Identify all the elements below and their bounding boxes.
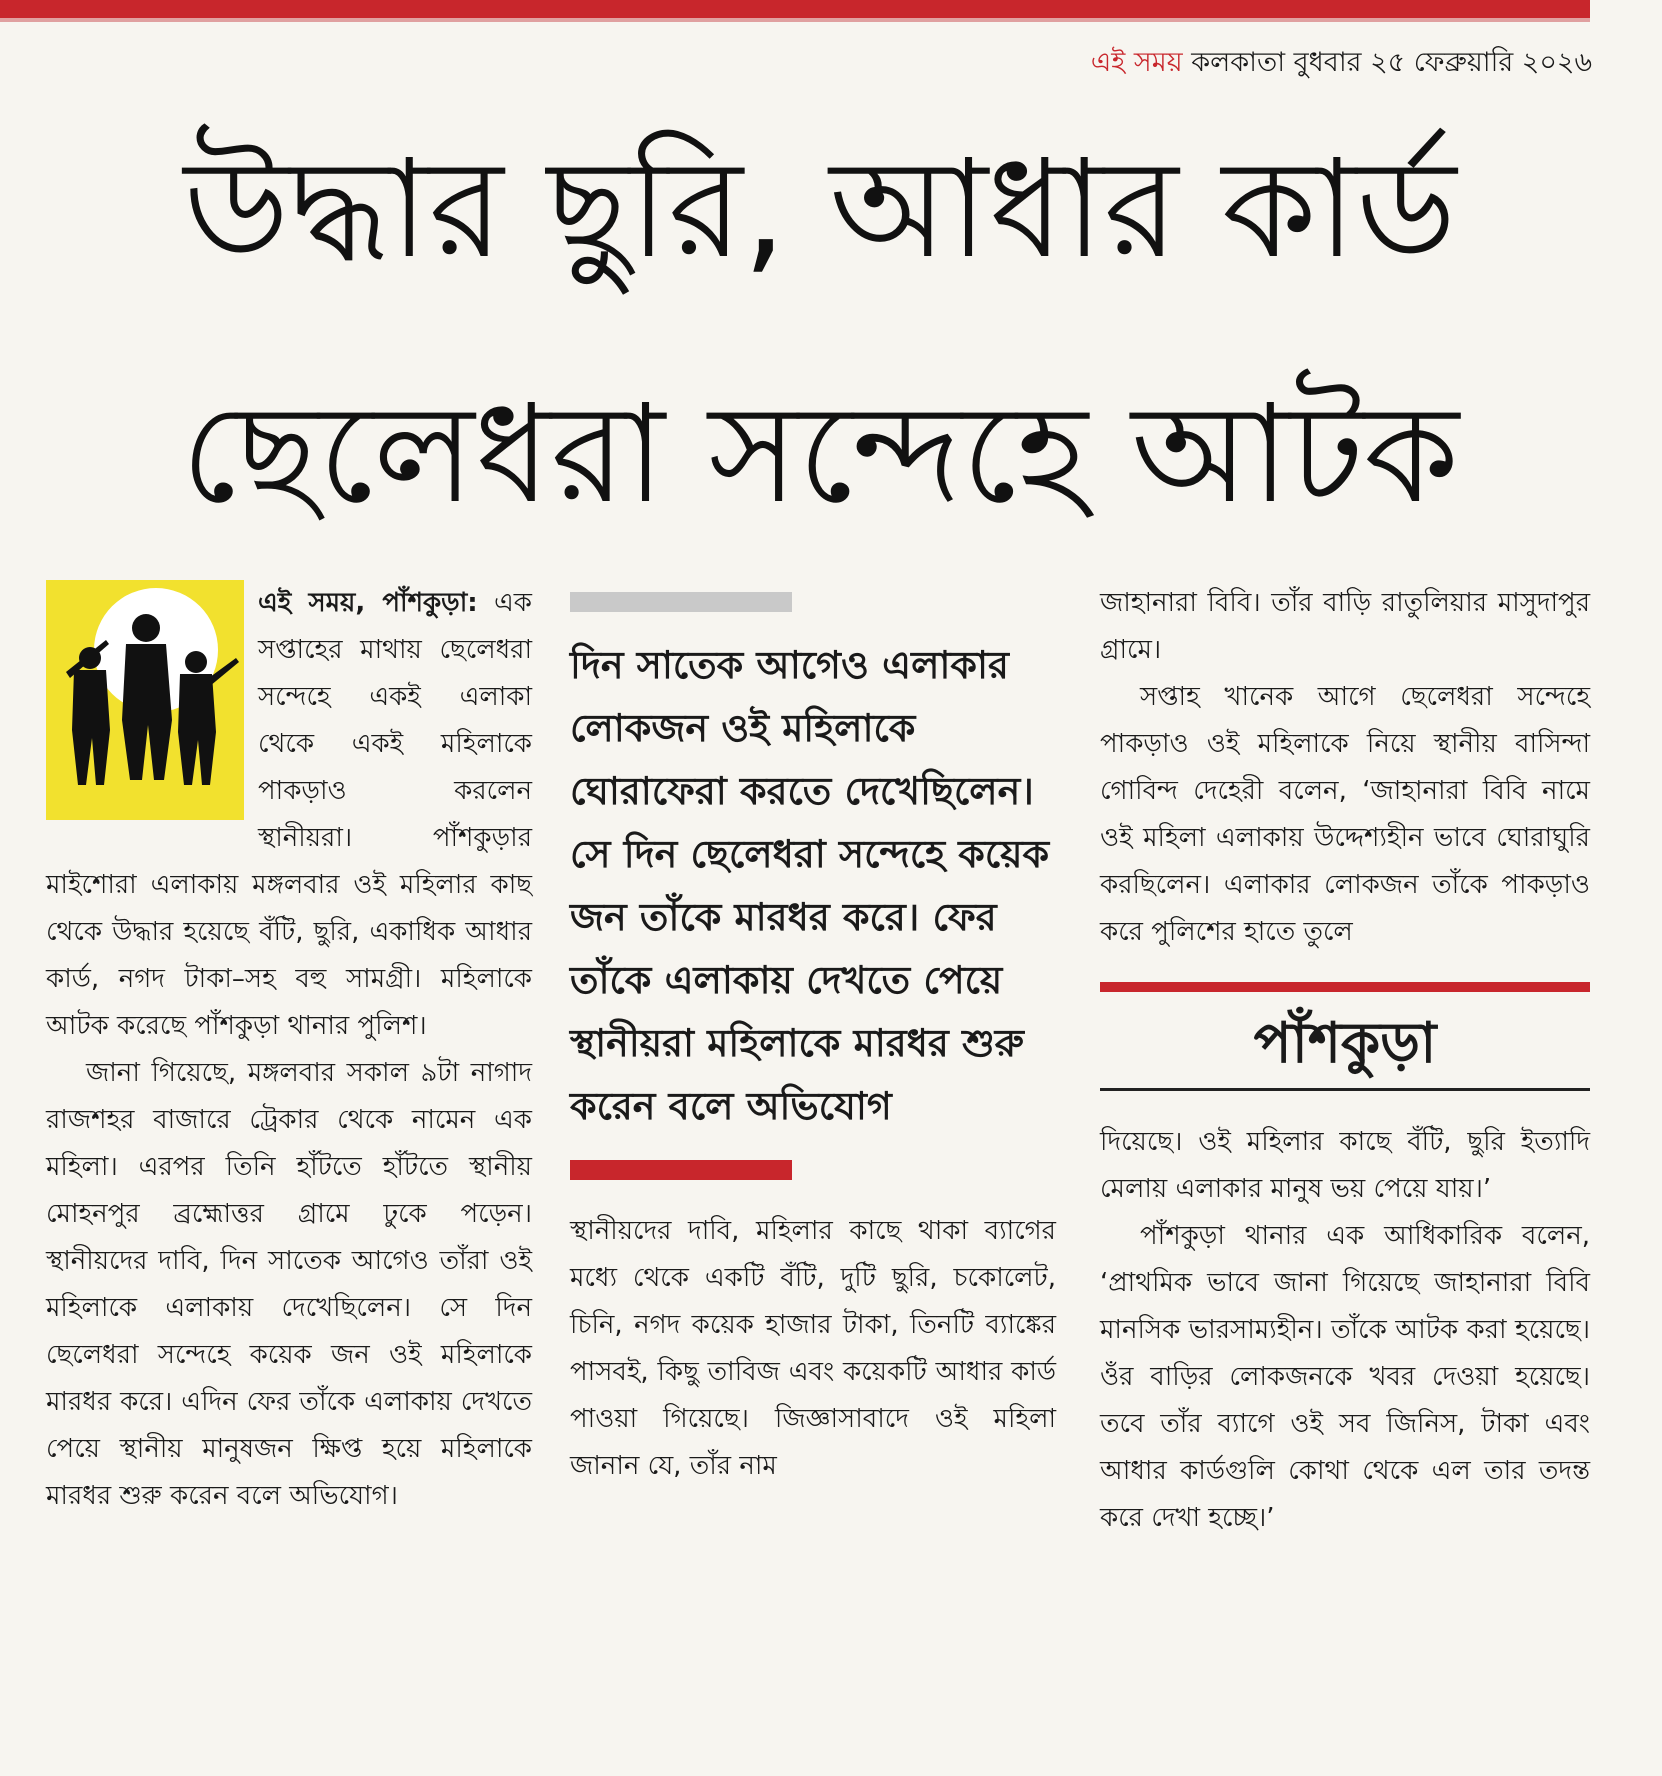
location-label: পাঁশকুড়া (1253, 1011, 1437, 1076)
article-column-3 (1100, 580, 1590, 1542)
article-column-2 (570, 580, 1056, 1490)
article-column-1 (46, 580, 532, 1520)
paragraph: জাহানারা বিবি। তাঁর বাড়ি রাতুলিয়ার মাসুদাপুর গ্রামে। (1100, 588, 1590, 665)
paragraph: পাঁশকুড়া থানার এক আধিকারিক বলেন, ‘প্রাথমিক ভাবে জানা গিয়েছে জাহানারা বিবি মানসিক ভারসাম্যহীন। তাঁকে আটক করা হয়েছে। ওঁর বাড়ির লোকজনকে খবর দেওয়া হয়েছে। তবে তাঁর ব্যাগে ওই সব জিনিস, টাকা এবং আধার কার্ডগুলি কোথা থেকে এল তার তদন্ত করে দেখা হচ্ছে।’ (1100, 1221, 1590, 1533)
pullquote-bottom-rule (570, 1160, 792, 1180)
section-black-rule (1100, 1088, 1590, 1091)
pullquote-top-rule (570, 592, 792, 612)
paragraph: দিয়েছে। ওই মহিলার কাছে বঁটি, ছুরি ইত্যাদি মেলায় এলাকার মানুষ ভয় পেয়ে যায়।’ (1100, 1127, 1590, 1204)
lead-text: এক সপ্তাহের মাথায় ছেলেধরা সন্দেহে একই এলাকা থেকে একই মহিলাকে পাকড়াও করলেন স্থানীয়রা। পাঁশকুড়ার মাইশোরা এলাকায় মঙ্গলবার ওই মহিলার কাছ থেকে উদ্ধার হয়েছে বঁটি, ছুরি, একাধিক আধার কার্ড, নগদ টাকা–সহ বহু সামগ্রী। মহিলাকে আটক করেছে পাঁশকুড়া থানার পুলিশ। (46, 588, 532, 1041)
headline-line-2: ছেলেধরা সন্দেহে আটক (180, 376, 1460, 534)
paragraph: সপ্তাহ খানেক আগে ছেলেধরা সন্দেহে পাকড়াও ওই মহিলাকে নিয়ে স্থানীয় বাসিন্দা গোবিন্দ দেহেরী বলেন, ‘জাহানারা বিবি নামে ওই মহিলা এলাকায় উদ্দেশ্যহীন ভাবে ঘোরাঘুরি করছিলেন। এলাকার লোকজন তাঁকে পাকড়াও করে পুলিশের হাতে তুলে (1100, 682, 1590, 947)
section-red-rule (1100, 982, 1590, 992)
masthead-brand: এই সময় (1090, 47, 1183, 78)
paragraph: স্থানীয়দের দাবি, মহিলার কাছে থাকা ব্যাগের মধ্যে থেকে একটি বঁটি, দুটি ছুরি, চকোলেট, চিনি, নগদ কয়েক হাজার টাকা, তিনটি ব্যাঙ্কের পাসবই, কিছু তাবিজ এবং কয়েকটি আধার কার্ড পাওয়া গিয়েছে। জিজ্ঞাসাবাদে ওই মহিলা জানান যে, তাঁর নাম (570, 1216, 1056, 1481)
kidnapper-silhouette-icon (46, 580, 244, 820)
article-dateline: এই সময়, পাঁশকুড়া: (258, 588, 478, 618)
silhouette-illustration (46, 580, 244, 820)
top-red-bar (0, 0, 1590, 18)
masthead-dateline (1091, 42, 1592, 87)
headline-line-1: উদ্ধার ছুরি, আধার কার্ড (183, 131, 1457, 289)
paragraph: জানা গিয়েছে, মঙ্গলবার সকাল ৯টা নাগাদ রাজশহর বাজারে ট্রেকার থেকে নামেন এক মহিলা। এরপর তিনি হাঁটতে হাঁটতে স্থানীয় মোহনপুর ব্রহ্মোত্তর গ্রামে ঢুকে পড়েন। স্থানীয়দের দাবি, দিন সাতেক আগেও তাঁরা ওই মহিলাকে এলাকায় দেখেছিলেন। সে দিন ছেলেধরা সন্দেহে কয়েক জন ওই মহিলাকে মারধর করে। এদিন ফের তাঁকে এলাকায় দেখতে পেয়ে স্থানীয় মানুষজন ক্ষিপ্ত হয়ে মহিলাকে মারধর শুরু করেন বলে অভিযোগ। (46, 1058, 532, 1511)
pullquote: দিন সাতেক আগেও এলাকার লোকজন ওই মহিলাকে ঘোরাফেরা করতে দেখেছিলেন। সে দিন ছেলেধরা সন্দেহে কয়েক জন তাঁকে মারধর করে। ফের তাঁকে এলাকায় দেখতে পেয়ে স্থানীয়রা মহিলাকে মারধর শুরু করেন বলে অভিযোগ (570, 643, 1050, 1128)
masthead-date: কলকাতা বুধবার ২৫ ফেব্রুয়ারি ২০২৬ (1182, 47, 1592, 78)
top-bar-shadow (0, 18, 1590, 22)
